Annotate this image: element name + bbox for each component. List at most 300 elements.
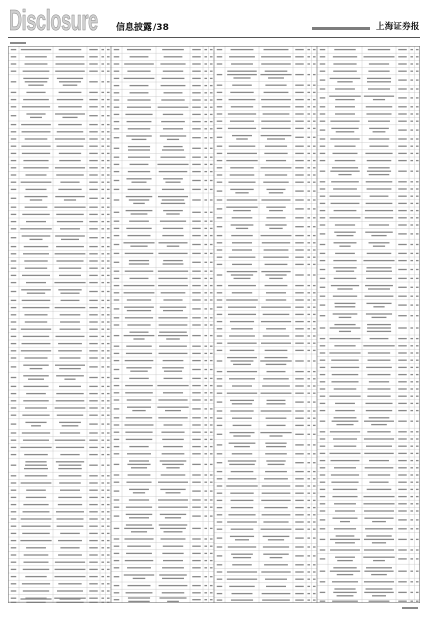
table-row — [111, 114, 214, 118]
table-row — [317, 518, 420, 526]
cell-text-placeholder — [369, 417, 390, 418]
cell-text-placeholder — [416, 460, 419, 461]
table-cell — [398, 269, 407, 270]
table-cell — [101, 350, 104, 351]
cell-text-placeholder — [416, 467, 419, 468]
table-cell — [410, 539, 413, 540]
cell-text-placeholder — [101, 393, 104, 394]
table-cell — [59, 153, 81, 154]
table-cell — [364, 567, 393, 575]
table-cell — [89, 146, 98, 147]
table-cell — [398, 374, 407, 375]
table-row — [317, 210, 420, 214]
table-cell — [410, 260, 413, 261]
table-cell — [231, 471, 254, 472]
table-cell — [398, 260, 407, 261]
table-cell — [126, 514, 153, 519]
cell-text-placeholder — [210, 189, 213, 190]
cell-text-placeholder — [89, 336, 98, 337]
cell-text-placeholder — [101, 590, 104, 591]
table-cell — [114, 285, 120, 286]
table-cell — [332, 518, 357, 523]
cell-text-placeholder — [307, 153, 310, 154]
table-row — [111, 107, 214, 111]
cell-text-placeholder — [114, 128, 120, 129]
cell-text-placeholder — [210, 424, 213, 425]
table-cell — [335, 510, 355, 511]
table-cell — [335, 224, 355, 225]
cell-text-placeholder — [126, 514, 153, 515]
table-cell — [364, 549, 394, 550]
cell-text-placeholder — [204, 63, 207, 64]
table-cell — [204, 121, 207, 122]
table-cell — [210, 171, 213, 172]
cell-text-placeholder — [295, 199, 304, 200]
cell-text-placeholder — [101, 237, 104, 238]
cell-text-placeholder — [21, 518, 52, 519]
table-row — [111, 507, 214, 511]
table-cell — [229, 443, 256, 448]
table-cell — [89, 432, 98, 433]
cell-text-placeholder — [320, 345, 326, 346]
table-row — [8, 153, 111, 157]
table-cell — [11, 504, 17, 505]
table-row — [111, 514, 214, 522]
cell-text-placeholder — [56, 400, 85, 401]
table-cell — [335, 113, 355, 114]
table-cell — [101, 146, 104, 147]
cell-text-placeholder — [107, 377, 110, 378]
table-cell — [261, 63, 291, 64]
table-row — [317, 496, 420, 500]
cell-text-placeholder — [64, 379, 75, 380]
cell-text-placeholder — [204, 253, 207, 254]
table-cell — [263, 536, 290, 541]
cell-text-placeholder — [295, 99, 304, 100]
table-cell — [261, 235, 292, 236]
cell-text-placeholder — [210, 464, 213, 465]
table-row — [8, 482, 111, 486]
cell-text-placeholder — [295, 571, 304, 572]
cell-text-placeholder — [295, 546, 304, 547]
table-cell — [295, 299, 304, 300]
table-cell — [22, 214, 49, 215]
cell-text-placeholder — [31, 425, 41, 426]
table-cell — [210, 199, 213, 200]
table-cell — [89, 526, 98, 527]
cell-text-placeholder — [11, 490, 17, 491]
table-cell — [25, 407, 47, 408]
cell-text-placeholder — [320, 269, 326, 270]
cell-text-placeholder — [62, 117, 77, 118]
cell-text-placeholder — [416, 496, 419, 497]
table-cell — [217, 321, 223, 322]
table-cell — [217, 174, 223, 175]
cell-text-placeholder — [22, 415, 49, 416]
table-row — [8, 336, 111, 340]
cell-text-placeholder — [232, 264, 252, 265]
table-cell — [210, 515, 213, 516]
cell-text-placeholder — [11, 533, 17, 534]
cell-text-placeholder — [416, 482, 419, 483]
table-cell — [22, 432, 50, 433]
table-cell — [11, 423, 17, 424]
cell-text-placeholder — [398, 233, 407, 234]
cell-text-placeholder — [336, 535, 355, 536]
cell-text-placeholder — [364, 539, 394, 540]
cell-text-placeholder — [232, 453, 252, 454]
cell-text-placeholder — [366, 303, 391, 304]
table-cell — [114, 385, 120, 386]
table-cell — [330, 549, 360, 550]
cell-text-placeholder — [59, 386, 81, 387]
cell-text-placeholder — [266, 299, 286, 300]
cell-text-placeholder — [333, 267, 356, 268]
cell-text-placeholder — [59, 465, 82, 466]
cell-text-placeholder — [25, 465, 47, 466]
table-cell — [266, 207, 285, 212]
cell-text-placeholder — [161, 85, 186, 86]
cell-text-placeholder — [114, 56, 120, 57]
cell-text-placeholder — [23, 511, 50, 512]
table-cell — [210, 585, 213, 586]
cell-text-placeholder — [313, 586, 316, 587]
cell-text-placeholder — [164, 56, 183, 57]
cell-text-placeholder — [313, 579, 316, 580]
table-cell — [307, 128, 310, 129]
cell-text-placeholder — [368, 388, 391, 389]
table-cell — [101, 465, 104, 466]
table-cell — [204, 308, 207, 309]
table-cell — [416, 146, 419, 147]
cell-text-placeholder — [21, 146, 50, 147]
cell-text-placeholder — [295, 174, 304, 175]
cell-text-placeholder — [313, 182, 316, 183]
table-cell — [163, 360, 184, 361]
table-cell — [192, 474, 201, 475]
table-cell — [398, 453, 407, 454]
cell-text-placeholder — [210, 538, 213, 539]
cell-text-placeholder — [263, 335, 290, 336]
table-row — [8, 490, 111, 494]
cell-text-placeholder — [101, 562, 104, 563]
table-cell — [114, 553, 120, 554]
table-cell — [416, 431, 419, 432]
table-cell — [265, 579, 287, 580]
table-cell — [217, 63, 223, 64]
table-cell — [261, 199, 290, 200]
table-cell — [334, 49, 355, 50]
cell-text-placeholder — [371, 574, 387, 575]
table-cell — [204, 385, 207, 386]
cell-text-placeholder — [295, 49, 304, 50]
cell-text-placeholder — [89, 454, 98, 455]
cell-text-placeholder — [410, 296, 413, 297]
table-cell — [210, 378, 213, 379]
cell-text-placeholder — [89, 92, 98, 93]
table-row — [8, 207, 111, 211]
cell-text-placeholder — [410, 558, 413, 559]
table-cell — [161, 99, 184, 100]
cell-text-placeholder — [124, 63, 154, 64]
table-cell — [114, 235, 120, 236]
table-cell — [364, 518, 393, 523]
cell-text-placeholder — [159, 597, 186, 598]
cell-text-placeholder — [192, 399, 201, 400]
cell-text-placeholder — [114, 592, 120, 593]
cell-text-placeholder — [160, 528, 186, 529]
cell-text-placeholder — [55, 253, 86, 254]
cell-text-placeholder — [230, 189, 253, 190]
cell-text-placeholder — [398, 63, 407, 64]
table-row — [111, 285, 214, 289]
cell-text-placeholder — [262, 514, 291, 515]
table-cell — [204, 228, 207, 229]
cell-text-placeholder — [226, 160, 257, 161]
table-row — [114, 597, 213, 602]
cell-text-placeholder — [128, 585, 151, 586]
cell-text-placeholder — [307, 418, 310, 419]
cell-text-placeholder — [204, 99, 207, 100]
cell-text-placeholder — [313, 343, 316, 344]
cell-text-placeholder — [334, 345, 355, 346]
table-row — [111, 367, 214, 375]
table-cell — [54, 207, 85, 208]
cell-text-placeholder — [59, 475, 82, 476]
table-row — [317, 196, 420, 200]
table-column-group — [317, 46, 420, 603]
cell-text-placeholder — [89, 300, 98, 301]
table-cell — [107, 518, 110, 519]
table-cell — [329, 196, 360, 197]
cell-text-placeholder — [107, 415, 110, 416]
cell-text-placeholder — [320, 196, 326, 197]
cell-text-placeholder — [229, 335, 255, 336]
cell-text-placeholder — [410, 224, 413, 225]
table-row — [317, 203, 420, 207]
table-cell — [210, 78, 213, 79]
cell-text-placeholder — [204, 424, 207, 425]
table-cell — [114, 278, 120, 279]
cell-text-placeholder — [59, 368, 80, 369]
table-cell — [210, 49, 213, 50]
cell-text-placeholder — [159, 332, 187, 333]
cell-text-placeholder — [369, 146, 388, 147]
table-cell — [24, 357, 47, 358]
table-cell — [233, 425, 252, 426]
cell-text-placeholder — [295, 564, 304, 565]
table-cell — [101, 454, 104, 455]
table-row — [8, 49, 111, 53]
cell-text-placeholder — [366, 181, 393, 182]
table-cell — [217, 371, 223, 372]
table-row — [8, 393, 111, 397]
cell-text-placeholder — [11, 482, 17, 483]
cell-text-placeholder — [89, 138, 98, 139]
table-cell — [114, 171, 120, 172]
table-cell — [265, 453, 287, 454]
table-cell — [368, 388, 391, 389]
table-cell — [266, 586, 286, 587]
cell-text-placeholder — [210, 107, 213, 108]
table-cell — [226, 160, 257, 161]
cell-text-placeholder — [107, 454, 110, 455]
cell-text-placeholder — [125, 317, 153, 318]
table-cell — [11, 138, 17, 139]
cell-text-placeholder — [366, 278, 392, 279]
table-cell — [217, 485, 223, 486]
table-cell — [416, 106, 419, 107]
table-cell — [11, 583, 17, 584]
cell-text-placeholder — [101, 482, 104, 483]
cell-text-placeholder — [261, 99, 291, 100]
table-cell — [114, 299, 120, 300]
cell-text-placeholder — [368, 360, 391, 361]
table-cell — [24, 386, 49, 387]
cell-text-placeholder — [210, 128, 213, 129]
table-cell — [89, 207, 98, 208]
cell-text-placeholder — [307, 571, 310, 572]
cell-text-placeholder — [227, 153, 257, 154]
table-cell — [261, 393, 292, 394]
table-cell — [320, 446, 326, 447]
cell-text-placeholder — [24, 314, 47, 315]
cell-text-placeholder — [398, 438, 407, 439]
table-cell — [398, 49, 407, 50]
cell-text-placeholder — [260, 74, 291, 75]
cell-text-placeholder — [398, 88, 407, 89]
cell-text-placeholder — [58, 497, 81, 498]
table-cell — [114, 546, 120, 547]
cell-text-placeholder — [398, 592, 407, 593]
cell-text-placeholder — [89, 407, 98, 408]
table-cell — [162, 553, 183, 554]
cell-text-placeholder — [25, 56, 47, 57]
table-cell — [126, 482, 151, 483]
table-cell — [127, 107, 151, 108]
table-cell — [320, 503, 326, 504]
cell-text-placeholder — [217, 514, 223, 515]
table-row — [111, 189, 214, 193]
cell-text-placeholder — [101, 275, 104, 276]
table-cell — [369, 138, 390, 139]
table-row — [317, 267, 420, 275]
table-cell — [210, 553, 213, 554]
cell-text-placeholder — [107, 393, 110, 394]
table-cell — [11, 576, 17, 577]
table-cell — [368, 49, 390, 50]
cell-text-placeholder — [320, 210, 326, 211]
table-row — [111, 71, 214, 75]
table-cell — [217, 121, 223, 122]
cell-text-placeholder — [295, 328, 304, 329]
cell-text-placeholder — [89, 440, 98, 441]
cell-text-placeholder — [398, 489, 407, 490]
table-cell — [410, 97, 413, 98]
cell-text-placeholder — [217, 371, 223, 372]
cell-text-placeholder — [398, 138, 407, 139]
table-cell — [307, 182, 310, 183]
table-cell — [107, 314, 110, 315]
cell-text-placeholder — [227, 74, 257, 75]
table-row — [111, 446, 214, 450]
cell-text-placeholder — [11, 146, 17, 147]
cell-text-placeholder — [320, 260, 326, 261]
table-row — [8, 350, 111, 354]
cell-text-placeholder — [367, 188, 392, 189]
table-cell — [313, 343, 316, 344]
cell-text-placeholder — [416, 56, 419, 57]
table-cell — [320, 217, 326, 218]
table-cell — [59, 386, 81, 387]
cell-text-placeholder — [204, 515, 207, 516]
table-row — [8, 447, 111, 451]
cell-text-placeholder — [114, 346, 120, 347]
table-cell — [204, 538, 207, 539]
cell-text-placeholder — [265, 285, 288, 286]
cell-text-placeholder — [124, 285, 155, 286]
cell-text-placeholder — [89, 533, 98, 534]
table-row — [214, 85, 317, 89]
table-row — [8, 583, 111, 587]
table-cell — [398, 388, 407, 389]
table-row — [317, 338, 420, 342]
table-cell — [89, 275, 98, 276]
cell-text-placeholder — [416, 224, 419, 225]
table-cell — [158, 499, 188, 500]
table-row — [111, 546, 214, 550]
cell-text-placeholder — [320, 224, 326, 225]
cell-text-placeholder — [89, 598, 98, 599]
table-cell — [335, 253, 355, 254]
table-cell — [307, 160, 310, 161]
cell-text-placeholder — [295, 593, 304, 594]
cell-text-placeholder — [332, 167, 358, 168]
table-cell — [410, 296, 413, 297]
table-row — [214, 554, 317, 562]
table-row — [214, 174, 317, 178]
table-row — [111, 210, 214, 218]
table-cell — [217, 555, 223, 556]
table-cell — [227, 371, 257, 372]
cell-text-placeholder — [268, 464, 285, 465]
table-cell — [114, 399, 120, 400]
cell-text-placeholder — [261, 135, 292, 136]
cell-text-placeholder — [101, 598, 104, 599]
table-cell — [107, 153, 110, 154]
table-cell — [58, 540, 82, 541]
cell-text-placeholder — [89, 246, 98, 247]
table-cell — [416, 217, 419, 218]
cell-text-placeholder — [329, 196, 360, 197]
cell-text-placeholder — [114, 292, 120, 293]
table-cell — [307, 208, 310, 209]
cell-text-placeholder — [127, 324, 150, 325]
table-cell — [192, 324, 201, 325]
table-row — [214, 63, 317, 67]
table-cell — [313, 453, 316, 454]
table-cell — [217, 249, 223, 250]
cell-text-placeholder — [204, 278, 207, 279]
cell-text-placeholder — [331, 181, 359, 182]
cell-text-placeholder — [101, 497, 104, 498]
table-cell — [57, 590, 83, 591]
cell-text-placeholder — [192, 171, 201, 172]
cell-text-placeholder — [204, 317, 207, 318]
table-cell — [192, 85, 201, 86]
table-row — [317, 381, 420, 385]
table-cell — [114, 244, 120, 245]
